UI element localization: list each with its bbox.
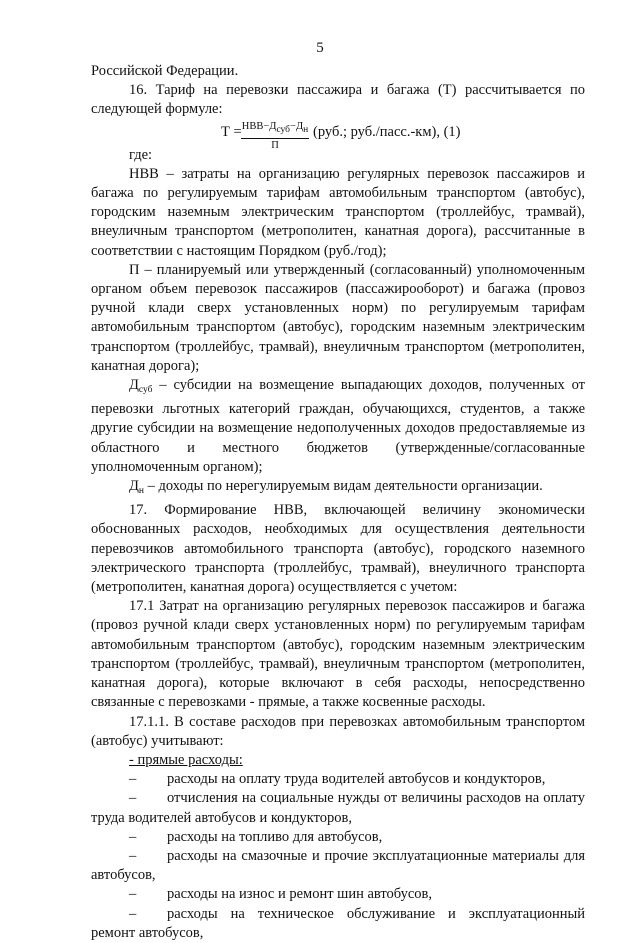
formula-fraction — [241, 120, 309, 152]
direct-costs-heading: - прямые расходы: — [129, 751, 243, 768]
document-body — [91, 62, 585, 943]
list-item: – расходы на оплату труда водителей автобусов и кондукторов, — [129, 771, 546, 788]
tariff-formula — [91, 120, 585, 151]
paragraph-17: 17. Формирование НВВ, включающей величину экономически обоснованных расходов, необходимых для осуществления деятельности перевозчиков автомобильного транспорта (автобус), городского наземного электрического транспорта (троллейбус, трамвай), внеуличного транспорта (метрополитен, канатная дорога) осуществляется с учетом: — [91, 502, 585, 596]
list-item: – расходы на топливо для автобусов, — [129, 828, 383, 845]
paragraph-17-1-1: 17.1.1. В составе расходов при перевозках автомобильным транспортом (автобус) учитывают: — [91, 713, 585, 749]
definition-dsub: $Д_{суб}$ – субсидии на возмещение выпадающих доходов, полученных от перевозки льготных категорий граждан, обучающихся, студентов, а также другие субсидии на возмещение недополученных доходов предоставляемые из областного и местного бюджетов (утвержденные/согласованные уполномоченным органом); — [91, 377, 585, 475]
paragraph-17-1: 17.1 Затрат на организацию регулярных перевозок пассажиров и багажа (провоз ручной клади сверх установленных норм) по регулируемым тарифам автомобильным транспортом (автобус), городским наземным электрическим транспортом (троллейбус, трамвай), внеуличным транспортом (метрополитен, канатная дорога), которые включают в себя расходы, непосредственно связанные с перевозками - прямые, а также косвенные расходы. — [91, 598, 585, 711]
where-label: где: — [129, 146, 153, 163]
list-item: – расходы на техническое обслуживание и эксплуатационный ремонт автобусов, — [91, 905, 585, 941]
formula-denominator: П — [271, 139, 279, 151]
formula-units: (руб.; руб./пасс.-км), (1) — [313, 123, 461, 140]
paragraph-16: 16. Тариф на перевозки пассажира и багажа (Т) рассчитывается по следующей формуле: — [91, 82, 585, 118]
definition-nvv: НВВ – затраты на организацию регулярных перевозок пассажиров и багажа по регулируемым тарифам автомобильным транспортом (автобус), городским наземным электрическим транспортом (троллейбус, трамвай), внеуличным транспортом (метрополитен, канатная дорога), рассчитанные в соответствии с настоящим Порядком (руб./год); — [91, 165, 585, 259]
page-number: 5 — [316, 40, 324, 56]
formula-lhs: Т = — [221, 123, 242, 140]
paragraph-continuation: Российской Федерации. — [91, 63, 239, 79]
formula-numerator: НВВ−Дсуб−Дн — [241, 120, 309, 139]
definition-p: П – планируемый или утвержденный (согласованный) уполномоченным органом объем перевозок пассажиров (пассажирооборот) и багажа (провоз ручной клади сверх установленных норм) по регулируемым тарифам автомобильным транспортом (автобус), городским наземным электрическим транспортом (троллейбус, трамвай), внеуличным транспортом (метрополитен, канатная дорога); — [91, 261, 585, 374]
list-item: – расходы на смазочные и прочие эксплуатационные материалы для автобусов, — [91, 847, 585, 884]
list-item: – расходы на износ и ремонт шин автобусов, — [129, 886, 433, 903]
list-item: – отчисления на социальные нужды от величины расходов на оплату труда водителей автобусов и кондукторов, — [91, 790, 585, 826]
definition-dn: $Д_н$ – доходы по нерегулируемым видам деятельности организации. — [129, 478, 543, 497]
